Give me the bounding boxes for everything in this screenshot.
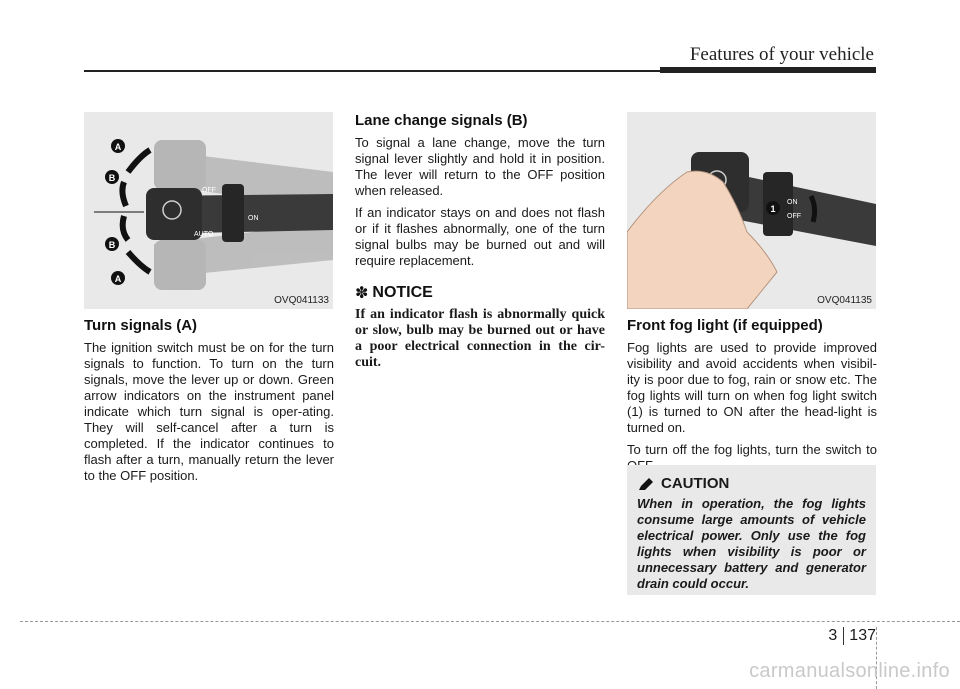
lane-change-heading: Lane change signals (B)	[355, 112, 528, 129]
lever-label-off: OFF	[202, 187, 216, 194]
figure-code: OVQ041135	[817, 295, 872, 306]
header-rule-accent	[660, 67, 876, 73]
notice-heading	[355, 283, 605, 303]
callout-1	[766, 201, 780, 215]
fog-light-figure	[627, 112, 876, 309]
svg-text:A: A	[114, 274, 122, 284]
lever-label-auto: AUTO	[194, 231, 214, 238]
notice-title-text: NOTICE	[372, 284, 433, 301]
fog-label-on: ON	[787, 199, 798, 206]
svg-text:B: B	[108, 240, 116, 250]
callout-a-bottom	[111, 271, 125, 285]
svg-text:A: A	[114, 142, 122, 152]
column-lane-change	[355, 112, 605, 371]
lane-change-paragraph-1: To signal a lane change, move the turn signal lever slightly and hold it in position. The lever will return to the OFF position when released.	[355, 135, 605, 198]
section-title: Features of your vehicle	[689, 44, 874, 65]
fog-light-paragraph-1: Fog lights are used to provide improved visibility and avoid accidents when visibil-ity is poor due to fog, rain or snow etc. The fog lights will turn on when fog light switch (1) is turned to ON after the head-light is turned on.	[627, 340, 877, 435]
svg-text:B: B	[108, 173, 116, 183]
caution-pencil-icon	[637, 476, 655, 492]
lane-change-paragraph-2: If an indicator stays on and does not flash or if it flashes abnormally, one of the turn signal bulbs may be burned out and will require replacement.	[355, 205, 605, 268]
chapter-number: 3	[828, 627, 844, 645]
arrow-up-small-icon	[122, 182, 126, 206]
fog-light-paragraph-2: To turn off the fog lights, turn the switch to	[627, 442, 877, 457]
caution-title-text: CAUTION	[661, 475, 730, 492]
turn-signal-figure	[84, 112, 333, 309]
arrow-down-small-icon	[123, 216, 128, 240]
callout-b-top	[105, 170, 119, 184]
lever-label-on: ON	[248, 215, 259, 222]
fog-switch-ring	[222, 184, 244, 242]
caution-box	[627, 465, 876, 595]
fog-light-lever-illustration	[627, 112, 876, 309]
footer-rule	[20, 621, 960, 622]
arrow-up-large-icon	[128, 150, 150, 172]
arrow-down-large-icon	[128, 252, 150, 272]
column-fog-light	[627, 112, 877, 480]
caution-heading	[637, 475, 866, 492]
column-turn-signals	[84, 112, 334, 490]
turn-signals-body: The ignition switch must be on for the turn signals to function. To turn on the turn signals, move the lever up or down. Green arrow indicators on the instrument panel indicate which turn signal is oper-ating. They will self-cancel after a turn is completed. If the indicator continues to flash after a turn, manually return the lever to the OFF position.	[84, 340, 334, 483]
notice-star-icon: ✽	[355, 285, 369, 302]
lever-ghost-up-knob	[154, 140, 206, 190]
page-number	[828, 627, 876, 645]
callout-a-top	[111, 139, 125, 153]
turn-signals-heading: Turn signals (A)	[84, 317, 198, 334]
callout-b-bottom	[105, 237, 119, 251]
fog-light-heading: Front fog light (if equipped)	[627, 317, 823, 334]
notice-body: If an indicator flash is abnormally quick or slow, bulb may be burned out or have a poor electrical connection in the cir-cuit.	[355, 307, 605, 370]
figure-code: OVQ041133	[274, 295, 329, 306]
watermark: carmanualsonline.info	[749, 660, 950, 682]
caution-body: When in operation, the fog lights consume large amounts of vehicle electrical power. Only use the fog lights when visibility is poor or unnecessary battery and generator drain could occur.	[637, 496, 866, 591]
lever-ghost-down-knob	[154, 240, 206, 290]
page-number-value: 137	[849, 627, 876, 644]
svg-text:1: 1	[770, 204, 776, 214]
turn-signal-lever-illustration	[84, 112, 333, 309]
fog-label-off: OFF	[787, 213, 801, 220]
